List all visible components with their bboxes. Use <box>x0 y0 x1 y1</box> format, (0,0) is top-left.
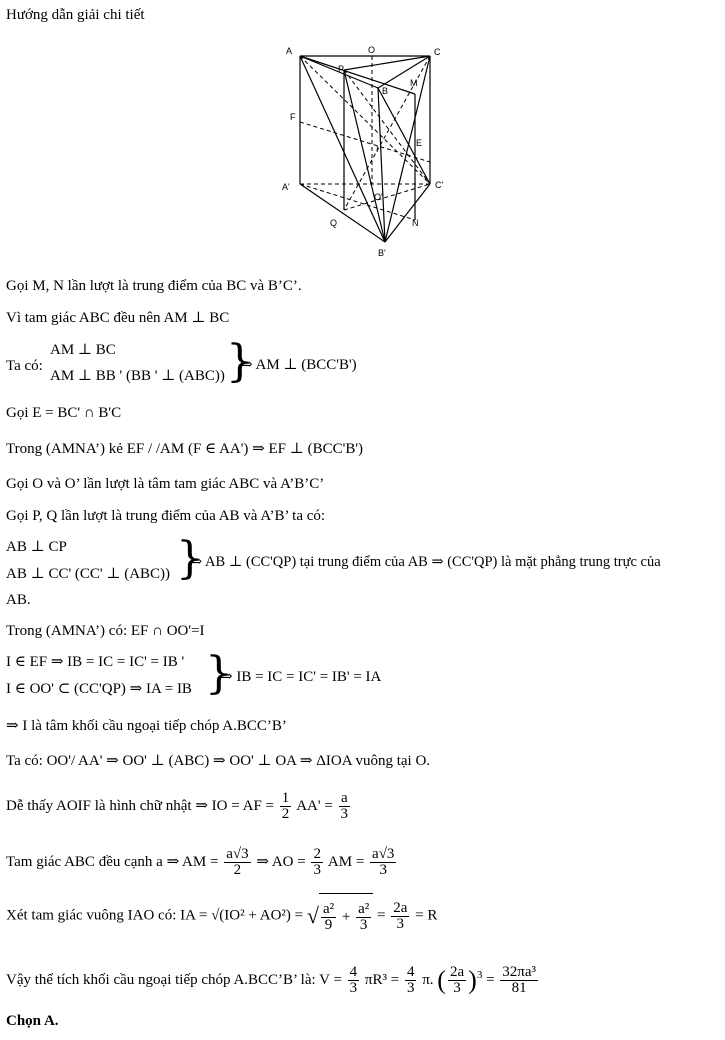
system3-brace: } <box>205 648 233 699</box>
text-line-15: Xét tam giác vuông IAO có: IA = √(IO² + AO²) = √ $\frac{\text{a²}}{9}$ + $\frac{\text{a²}}{3}$ = $\frac{2a}{3}$ = R <box>6 893 437 939</box>
label-N: N <box>412 218 419 228</box>
text-line-11: ⇒ I là tâm khối cầu ngoại tiếp chóp A.BCC’B’ <box>6 718 287 734</box>
system1-brace: } <box>226 336 254 387</box>
system3-eq1: I ∈ EF ⇒ IB = IC = IC' = IB ' <box>6 654 185 670</box>
label-A-prime: A' <box>282 182 290 192</box>
text-line-14: Tam giác ABC đều cạnh a ⇒ AM = $\frac{a√3}{2}$ ⇒ AO = $\frac{2}{3}$ AM = $\frac{a√3}{3}$ <box>6 846 395 879</box>
label-P: P <box>338 64 345 74</box>
text-line-12: Ta có: OO'/ AA' ⇒ OO' ⊥ (ABC) ⇒ OO' ⊥ OA ⇒ ΔIOA vuông tại O. <box>6 753 431 769</box>
label-B: B <box>382 86 389 96</box>
label-Q: Q <box>330 218 338 228</box>
label-C: C <box>434 47 441 57</box>
system2-eq1: AB ⊥ CP <box>6 539 67 555</box>
answer-choice: Chọn A. <box>6 1013 59 1029</box>
text-line-5: Trong (AMNA’) kẻ EF / /AM (F ∈ AA') ⇒ EF ⊥ (BCC'B') <box>6 441 364 457</box>
label-C-prime: C' <box>435 180 444 190</box>
label-E: E <box>416 138 423 148</box>
label-O: O <box>368 45 376 55</box>
system3-result: ⇒ IB = IC = IC' = IB' = IA <box>220 669 382 685</box>
system2-brace: } <box>176 533 204 584</box>
label-I: I <box>376 144 379 154</box>
text-line-9: Trong (AMNA’) có: EF ∩ OO'=I <box>6 623 205 639</box>
heading: Hướng dẫn giải chi tiết <box>6 7 145 23</box>
system1-eq2: AM ⊥ BB ' (BB ' ⊥ (ABC)) <box>50 368 225 384</box>
system1-prefix: Ta có: <box>6 358 43 374</box>
system3-eq2: I ∈ OO' ⊂ (CC'QP) ⇒ IA = IB <box>6 681 192 697</box>
text-line-2: Vì tam giác ABC đều nên AM ⊥ BC <box>6 310 230 326</box>
system2-continuation: AB. <box>6 592 31 608</box>
label-M: M <box>410 78 418 88</box>
text-line-6: Gọi O và O’ lần lượt là tâm tam giác ABC và A’B’C’ <box>6 476 325 492</box>
prism-figure <box>280 42 450 262</box>
label-F: F <box>290 112 296 122</box>
text-line-13: Dễ thấy AOIF là hình chữ nhật ⇒ IO = AF = $\frac{1}{2}$ AA' = $\frac{a}{3}$ <box>6 790 349 823</box>
system1-result: ⇒ AM ⊥ (BCC'B') <box>240 357 357 373</box>
system2-result: ⇒ AB ⊥ (CC'QP) tại trung điểm của AB ⇒ (CC'QP) là mặt phẳng trung trực của <box>190 554 661 570</box>
system1-eq1: AM ⊥ BC <box>50 342 116 358</box>
text-line-7: Gọi P, Q lần lượt là trung điểm của AB và A’B’ ta có: <box>6 508 326 524</box>
system2-eq2: AB ⊥ CC' (CC' ⊥ (ABC)) <box>6 566 171 582</box>
text-line-1: Gọi M, N lần lượt là trung điểm của BC và B’C’. <box>6 278 302 294</box>
label-A: A <box>286 46 293 56</box>
label-O-prime: O' <box>374 192 383 202</box>
text-line-16: Vậy thể tích khối cầu ngoại tiếp chóp A.BCC’B’ là: V = $\frac{4}{3}$ πR³ = $\frac{4}{3}$ π. ( $\frac{2a}{3}$ )$^3$ = $\frac{\text{32πa³}}{81}$ <box>6 964 537 997</box>
label-B-prime: B' <box>378 248 386 258</box>
text-line-4: Gọi E = BC' ∩ B'C <box>6 405 122 421</box>
